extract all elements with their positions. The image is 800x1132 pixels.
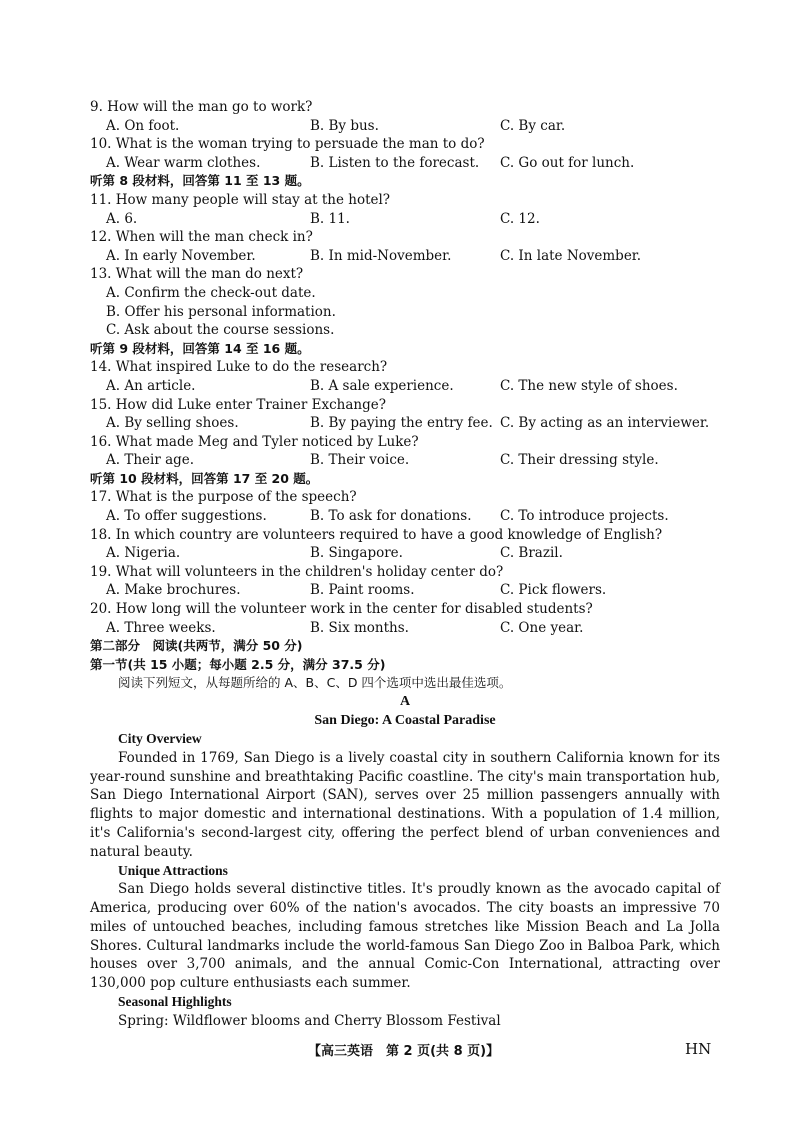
option-b: B. Listen to the forecast. <box>310 154 480 171</box>
option-row <box>90 414 720 433</box>
question-stem: 9. How will the man go to work? <box>90 99 313 115</box>
part-heading: 第二部分 阅读(共两节，满分 50 分) <box>90 638 303 654</box>
option-row <box>90 377 720 396</box>
option-c: C. To introduce projects. <box>500 508 669 525</box>
option-a: A. An article. <box>106 377 196 394</box>
spring-highlight: Spring: Wildflower blooms and Cherry Blossom Festival <box>118 1012 501 1029</box>
question-stem: 12. When will the man check in? <box>90 229 313 246</box>
passage-title: San Diego: A Coastal Paradise <box>314 712 496 728</box>
section-instruction: 听第 10 段材料，回答第 17 至 20 题。 <box>90 470 319 486</box>
subheading-seasonal-highlights: Seasonal Highlights <box>118 993 232 1009</box>
option-b: B. Paint rooms. <box>310 582 415 599</box>
paragraph-attractions: San Diego holds several distinctive titles. It's proudly known as the avocado capital of America, producing over 60% of the nation's avocados. The city boasts an impressive 70 miles of untouched beaches, including famous stretches like Mission Beach and La Jolla Shores. Cultural landmarks include the world-famous San Diego Zoo in Balboa Park, which houses over 3,700 animals, and the annual Comic-Con International, attracting over 130,000 pop culture enthusiasts each summer. <box>90 881 720 992</box>
option-a: A. Nigeria. <box>106 545 181 562</box>
question-stem: 14. What inspired Luke to do the research? <box>90 359 388 376</box>
page-footer <box>0 1040 800 1060</box>
section-heading: 第一节(共 15 小题；每小题 2.5 分，满分 37.5 分) <box>90 656 386 672</box>
option-b: B. To ask for donations. <box>310 508 472 525</box>
option-a: A. Confirm the check-out date. <box>106 284 316 301</box>
option-row <box>90 117 720 136</box>
question-stem: 13. What will the man do next? <box>90 266 304 283</box>
option-c: C. Brazil. <box>500 545 563 562</box>
option-c: C. One year. <box>500 619 584 636</box>
option-row <box>90 247 720 266</box>
option-a: A. Make brochures. <box>106 582 241 599</box>
subheading-unique-attractions: Unique Attractions <box>118 862 228 878</box>
question-stem: 19. What will volunteers in the children's holiday center do? <box>90 563 504 580</box>
section-instruction: 听第 9 段材料，回答第 14 至 16 题。 <box>90 340 310 356</box>
option-b: B. Their voice. <box>310 452 410 469</box>
page-content <box>90 98 720 1030</box>
option-row <box>90 581 720 600</box>
question-stem: 20. How long will the volunteer work in the center for disabled students? <box>90 601 593 618</box>
section-instruction: 听第 8 段材料，回答第 11 至 13 题。 <box>90 173 310 189</box>
reading-instruction: 阅读下列短文，从每题所给的 A、B、C、D 四个选项中选出最佳选项。 <box>118 675 512 691</box>
option-b: B. By paying the entry fee. <box>310 415 493 432</box>
option-c: C. Ask about the course sessions. <box>106 322 335 339</box>
question-stem: 10. What is the woman trying to persuade the man to do? <box>90 136 485 153</box>
option-c: C. 12. <box>500 210 540 227</box>
option-b: B. By bus. <box>310 117 379 134</box>
option-a: A. In early November. <box>106 247 256 264</box>
passage-letter: A <box>399 694 411 709</box>
option-c: C. By car. <box>500 117 566 134</box>
option-row <box>90 451 720 470</box>
option-a: A. By selling shoes. <box>106 415 239 432</box>
option-b: B. A sale experience. <box>310 377 454 394</box>
option-b: B. 11. <box>310 210 350 227</box>
option-a: A. Wear warm clothes. <box>106 154 261 171</box>
option-a: A. 6. <box>106 210 138 227</box>
question-stem: 15. How did Luke enter Trainer Exchange? <box>90 396 386 413</box>
option-row <box>90 544 720 563</box>
option-row <box>90 619 720 638</box>
option-a: A. To offer suggestions. <box>106 508 267 525</box>
option-a: A. On foot. <box>106 117 180 134</box>
option-row <box>90 210 720 229</box>
paragraph-overview: Founded in 1769, San Diego is a lively coastal city in southern California known for its year-round sunshine and breathtaking Pacific coastline. The city's main transportation hub, San Diego International Airport (SAN), serves over 25 million passengers annually with flights to major domestic and international destinations. With a population of 1.4 million, it's California's second-largest city, offering the perfect blend of urban conveniences and natural beauty. <box>90 749 720 860</box>
option-c: C. Go out for lunch. <box>500 154 635 171</box>
question-stem: 18. In which country are volunteers required to have a good knowledge of English? <box>90 526 663 543</box>
option-a: A. Their age. <box>106 452 195 469</box>
option-c: C. By acting as an interviewer. <box>500 415 710 432</box>
question-stem: 16. What made Meg and Tyler noticed by Luke? <box>90 433 419 450</box>
option-b: B. Six months. <box>310 619 409 636</box>
subheading-city-overview: City Overview <box>118 731 202 747</box>
option-c: C. Pick flowers. <box>500 582 607 599</box>
option-c: C. In late November. <box>500 247 642 264</box>
region-code: HN <box>685 1040 712 1058</box>
page-number-label: 【高三英语 第 2 页(共 8 页)】 <box>308 1044 500 1059</box>
question-stem: 17. What is the purpose of the speech? <box>90 489 357 506</box>
option-b: B. In mid-November. <box>310 247 452 264</box>
option-b: B. Offer his personal information. <box>106 303 336 320</box>
question-stem: 11. How many people will stay at the hotel? <box>90 191 391 208</box>
option-row <box>90 154 720 173</box>
option-b: B. Singapore. <box>310 545 403 562</box>
option-c: C. Their dressing style. <box>500 452 659 469</box>
option-a: A. Three weeks. <box>106 619 216 636</box>
option-c: C. The new style of shoes. <box>500 377 678 394</box>
option-row <box>90 507 720 526</box>
